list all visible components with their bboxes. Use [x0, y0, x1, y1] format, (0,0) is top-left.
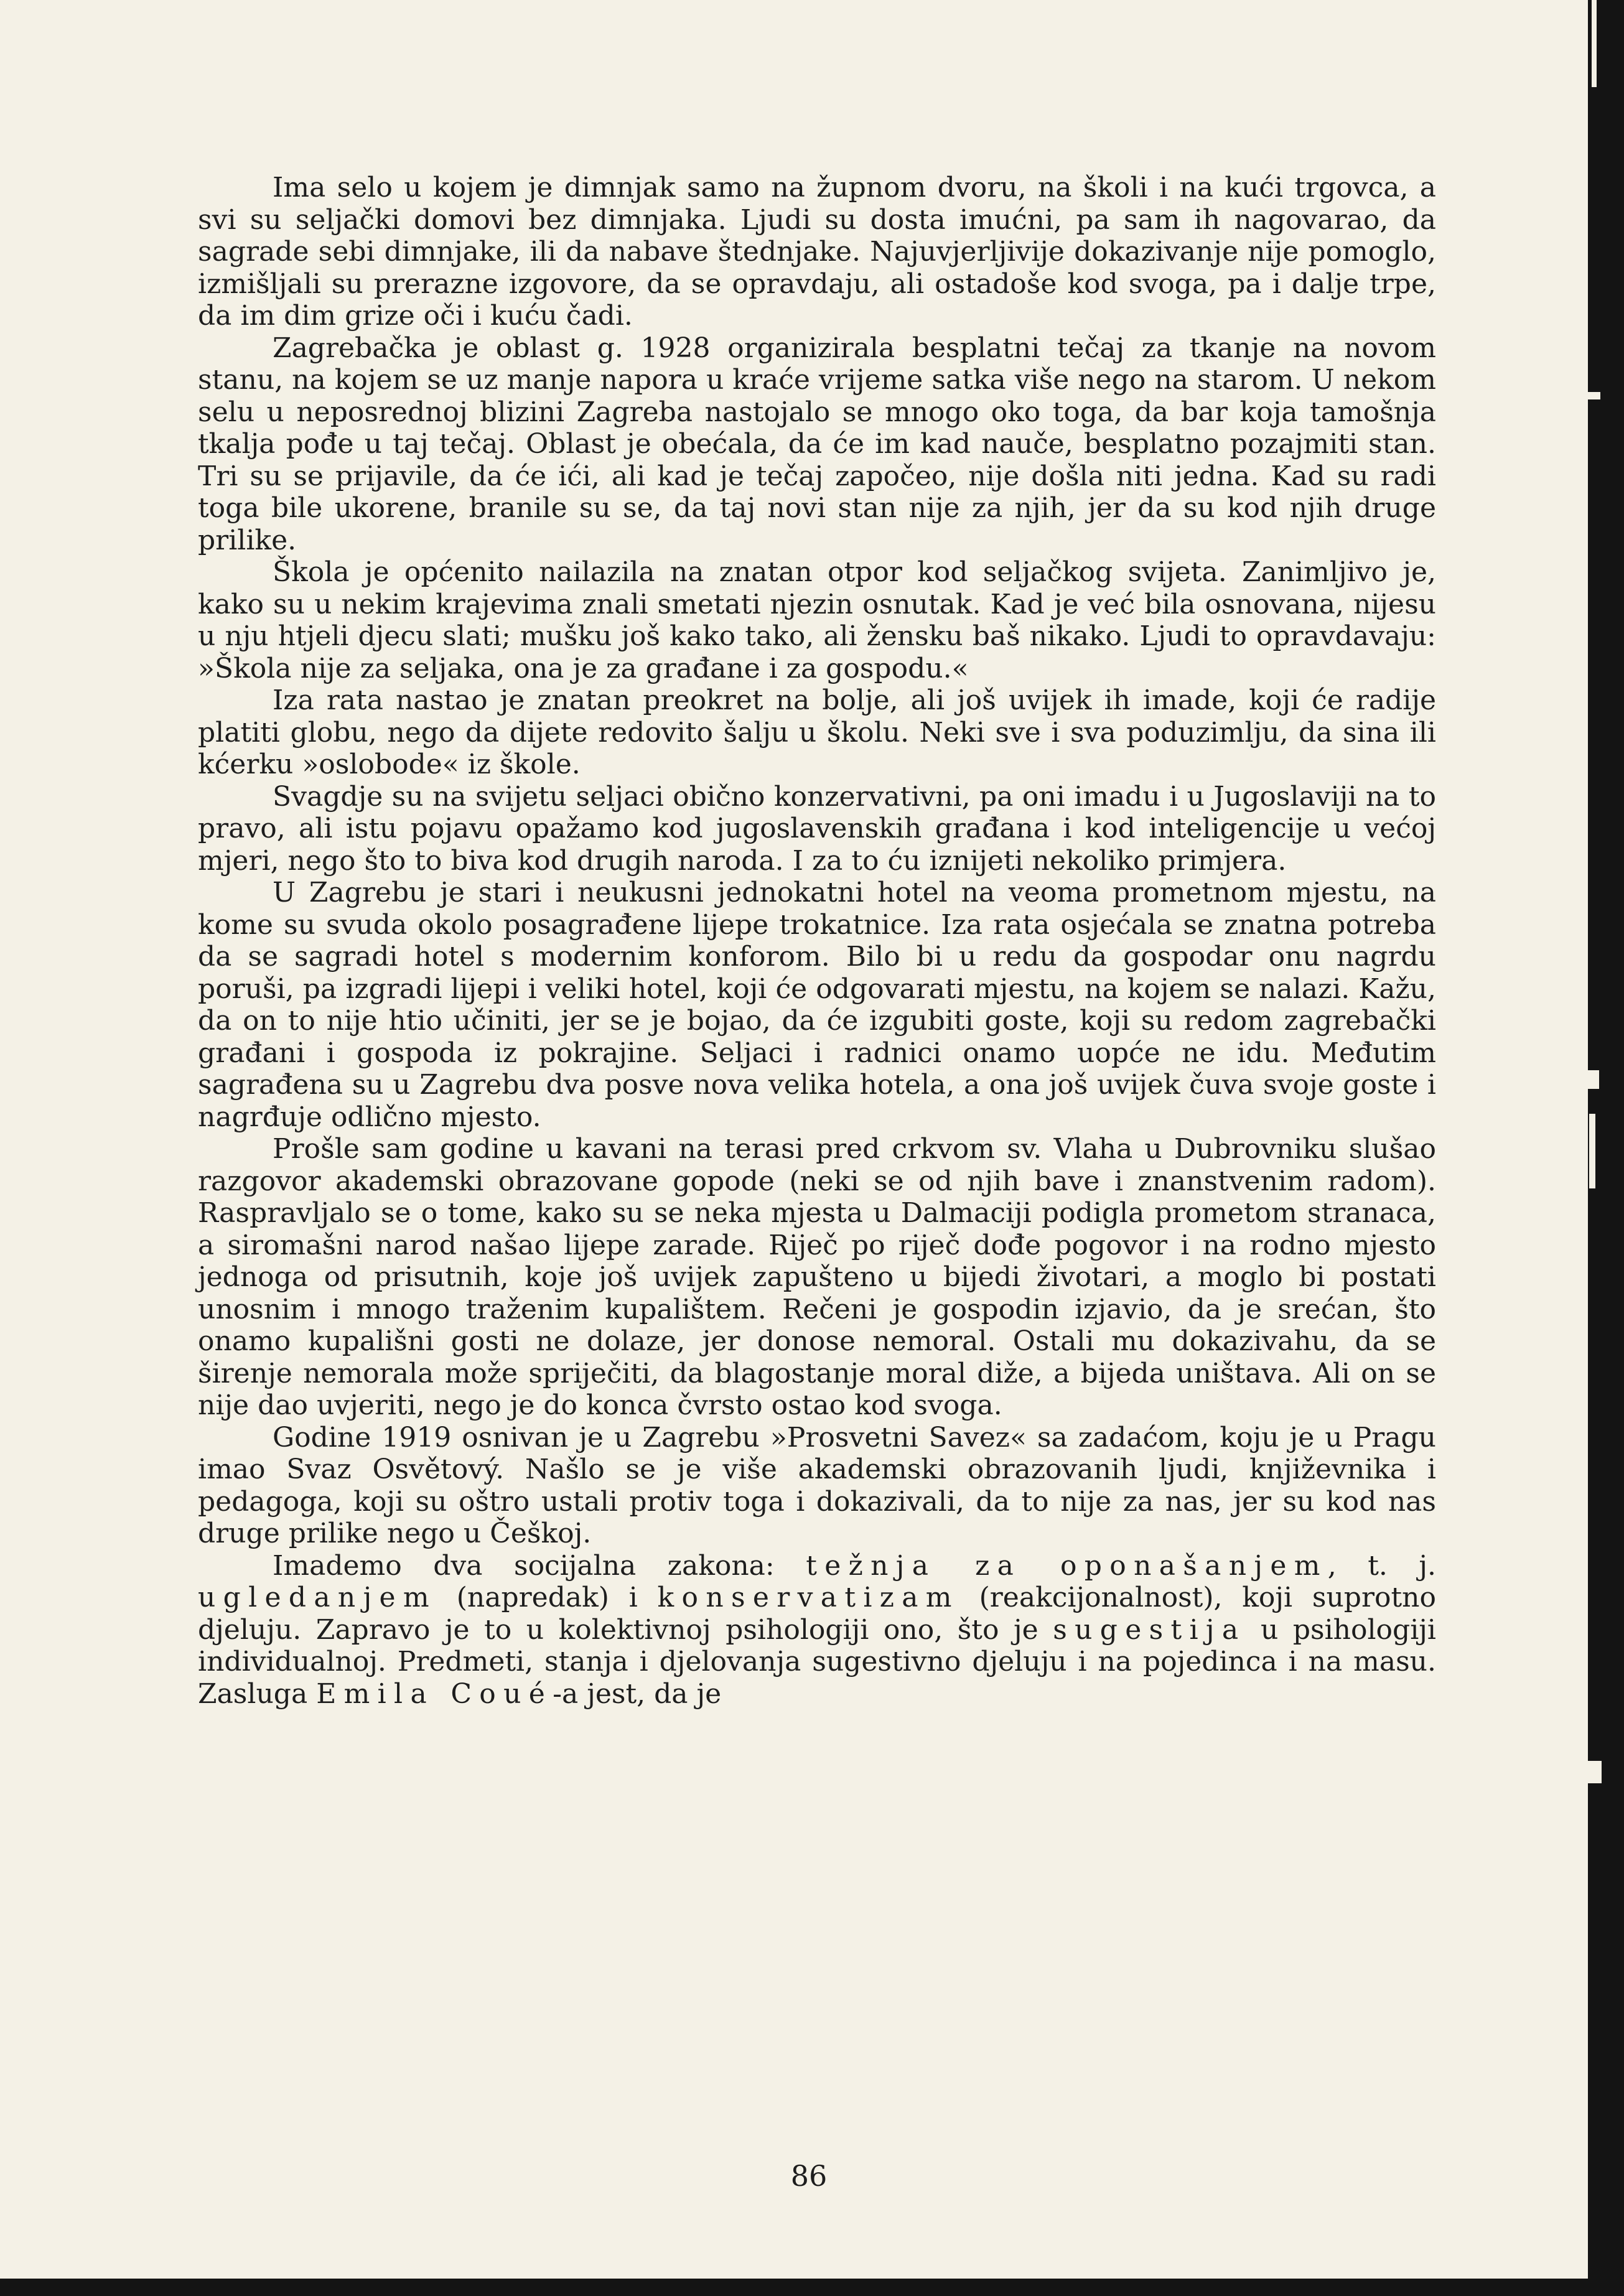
text-run: Imademo dva socijalna zakona: — [273, 1549, 806, 1582]
paragraph: Iza rata nastao je znatan preokret na bolje, ali još uvijek ih imade, koji će radije platiti globu, nego da dijete redovito šalju u školu. Neki sve i sva poduzimlju, da sina ili kćerku »oslobode« iz škole. — [198, 684, 1436, 780]
spaced-name: Emila Coué — [316, 1678, 553, 1710]
paragraph: Svagdje su na svijetu seljaci obično konzervativni, pa oni imadu i u Jugoslaviji na to pravo, ali istu pojavu opažamo kod jugoslavenskih građana i kod inteligencije u većoj mjeri, nego što to biva kod drugih naroda. I za to ću iznijeti nekoliko primjera. — [198, 780, 1436, 877]
scan-edge-mark — [1588, 392, 1600, 399]
paragraph: U Zagrebu je stari i neukusni jednokatni hotel na veoma prometnom mjestu, na kome su svuda okolo posagrađene lijepe trokatnice. Iza rata osjećala se znatna potreba da se sagradi hotel s modernim konforom. Bilo bi u redu da gospodar onu nagrdu poruši, pa izgradi lijepi i veliki hotel, koji će odgovarati mjestu, na kojem se nalazi. Kažu, da on to nije htio učiniti, jer se je bojao, da će izgubiti goste, koji su redom zagrebački građani i gospoda iz pokrajine. Seljaci i radnici onamo uopće ne idu. Međutim sagrađena su u Zagrebu dva posve nova velika hotela, a ona još uvijek čuva svoje goste i nagrđuje odlično mjesto. — [198, 877, 1436, 1133]
paragraph: Zagrebačka je oblast g. 1928 organizirala besplatni tečaj za tkanje na novom stanu, na kojem se uz manje napora u kraće vrijeme satka više nego na starom. U nekom selu u neposrednoj blizini Zagreba nastojalo se mnogo oko toga, da bar koja tamošnja tkalja pođe u taj tečaj. Oblast je obećala, da će im kad nauče, besplatno pozajmiti stan. Tri su se prijavile, da će ići, ali kad je tečaj započeo, nije došla niti jedna. Kad su radi toga bile ukorene, branile su se, da taj novi stan nije za njih, jer da su kod njih druge prilike. — [198, 332, 1436, 556]
paragraph: Ima selo u kojem je dimnjak samo na župnom dvoru, na školi i na kući trgovca, a svi su seljački domovi bez dimnjaka. Ljudi su dosta imućni, pa sam ih nagovarao, da sagrade sebi dimnjake, ili da nabave štednjake. Najuvjerljivije dokazivanje nije pomoglo, izmišljali su prerazne izgovore, da se opravdaju, ali ostadoše kod svoga, pa i dalje trpe, da im dim grize oči i kuću čadi. — [198, 172, 1436, 332]
paragraph: Godine 1919 osnivan je u Zagrebu »Prosvetni Savez« sa zadaćom, koju je u Pragu imao Svaz Osvětový. Našlo se je više akademski obrazovanih ljudi, književnika i pedagoga, koji su oštro ustali protiv toga i dokazivali, da to nije za nas, jer su kod nas druge prilike nego u Češkoj. — [198, 1421, 1436, 1549]
page-number: 86 — [790, 2159, 828, 2193]
text-run: -a jest, da je — [553, 1678, 722, 1710]
scan-edge-mark — [1592, 0, 1597, 87]
scan-edge-mark — [1588, 1070, 1599, 1089]
body-text — [198, 172, 1436, 1710]
paragraph: Prošle sam godine u kavani na terasi pred crkvom sv. Vlaha u Dubrovniku slušao razgovor akademski obrazovane gopode (neki se od njih bave i znanstvenim radom). Raspravljalo se o tome, kako su se neka mjesta u Dalmaciji podigla prometom stranaca, a siromašni narod našao lijepe zarade. Riječ po riječ dođe pogovor i na rodno mjesto jednoga od prisutnih, koje još uvijek zapušteno u bijedi životari, a moglo bi postati unosnim i mnogo traženim kupalištem. Rečeni je gospodin izjavio, da je srećan, što onamo kupališni gosti ne dolaze, jer donose nemoral. Ostali mu dokazivahu, da se širenje nemorala može spriječiti, da blagostanje moral diže, a bijeda uništava. Ali on se nije dao uvjeriti, nego je do konca čvrsto ostao kod svoga. — [198, 1133, 1436, 1421]
spaced-term: konservatizam — [657, 1582, 959, 1613]
paragraph: Škola je općenito nailazila na znatan otpor kod seljačkog svijeta. Zanimljivo je, kako su u nekim krajevima znali smetati njezin osnutak. Kad je već bila osnovana, nijesu u nju htjeli djecu slati; mušku još kako tako, ali žensku baš nikako. Ljudi to opravdavaju: »Škola nije za seljaka, ona je za građane i za gospodu.« — [198, 556, 1436, 684]
scan-edge-right — [1588, 0, 1624, 2296]
spaced-term: težnja za oponašanjem — [806, 1549, 1328, 1582]
spaced-term: sugestija — [1053, 1613, 1246, 1646]
scan-edge-mark — [1588, 1761, 1602, 1783]
scan-edge-bottom — [0, 2279, 1624, 2296]
text-run: (reakcijonalnost), koji suprotno djeluju. Zapravo je to u kolektivnoj psihologiji ono, što je — [198, 1582, 1436, 1646]
text-run: (napredak) i — [436, 1582, 658, 1613]
spaced-term: ugledanjem — [198, 1582, 437, 1613]
scan-edge-mark — [1589, 1114, 1595, 1188]
text-run: , t. j. — [1327, 1549, 1436, 1582]
text-run: u psihologiji individualnoj. Predmeti, stanja i djelovanja sugestivno djeluju i na pojedinca i na masu. Zasluga — [198, 1613, 1436, 1710]
last-paragraph — [198, 1550, 1436, 1710]
